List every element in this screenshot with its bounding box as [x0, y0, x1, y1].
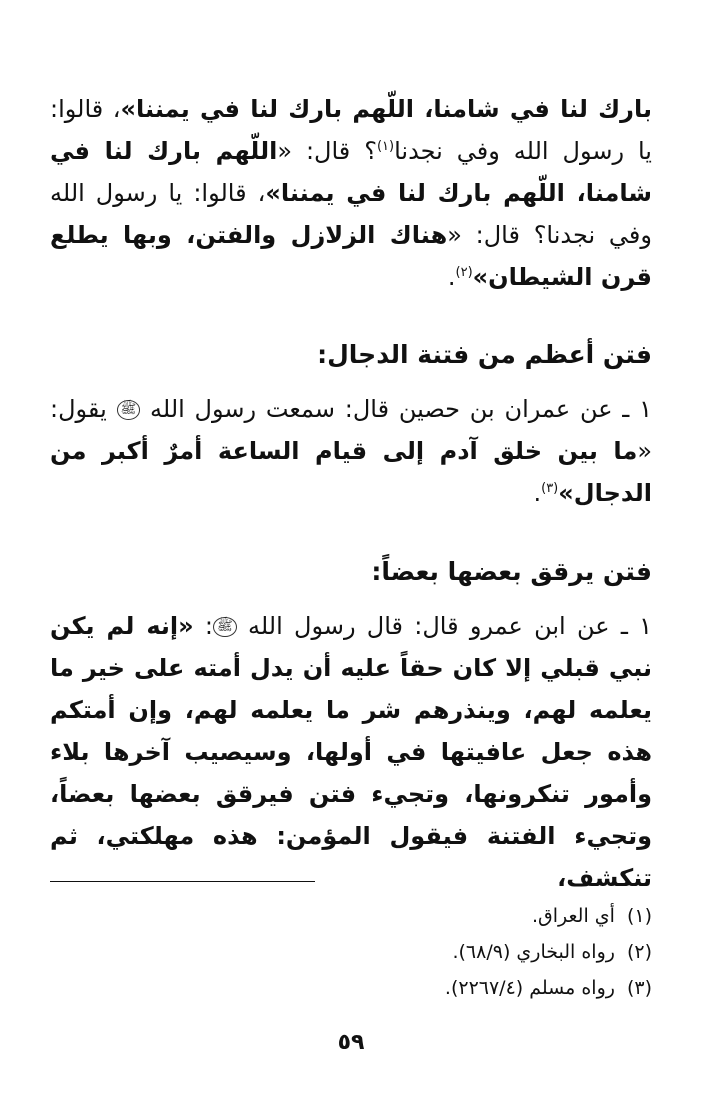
footnotes [50, 898, 652, 1006]
footnote-text: رواه مسلم (٢٢٦٧/٤). [444, 977, 615, 999]
section2-hadith: «إنه لم يكن نبي قبلي إلا كان حقاً عليه أن يدل أمته على خير ما يعلمه لهم، وينذرهم شر ما يعلمه لهم، وإن أمتكم هذه جعل عافيتها في أولها، وسيصيب آخرها بلاء وأمور تنكرونها، وتجيء فتن فيرقق بعضها بعضاً، وتجيء الفتنة فيقول المؤمن: هذه مهلكتي، ثم تنكشف، [50, 612, 652, 892]
intro-text-3: ؟ قال: « [277, 137, 377, 165]
section1-paragraph [50, 388, 652, 514]
salawat-symbol: ﷺ [117, 400, 141, 420]
footnote-number: (١) [626, 905, 652, 927]
intro-text-1: بارك لنا في شامنا، اللّهم بارك لنا في يمننا» [120, 95, 653, 123]
section1-hadith: ما بين خلق آدم إلى قيام الساعة أمرٌ أكبر من الدجال» [50, 437, 652, 507]
page-number: ٥٩ [337, 1030, 365, 1055]
footnote-ref-2[interactable]: (٢) [455, 265, 473, 280]
section1-text-4: . [533, 479, 542, 507]
section2-text-2: : [204, 612, 213, 640]
section1-text-2: يقول: « [50, 395, 652, 465]
footnote-number: (٢) [626, 941, 652, 963]
footnote-divider [50, 881, 315, 882]
intro-text-7: . [447, 263, 456, 291]
section2-paragraph [50, 605, 652, 899]
intro-text-2: ، قالوا: يا رسول الله وفي نجدنا [50, 95, 652, 165]
intro-text-5: ، قالوا: يا رسول الله وفي نجدنا؟ قال: « [50, 179, 652, 249]
footnote-ref-1[interactable]: (١) [376, 139, 395, 154]
footnote-ref-3[interactable]: (٣) [541, 481, 559, 496]
footnote-item [50, 970, 652, 1006]
footnote-number: (٣) [626, 977, 652, 999]
footnote-text: رواه البخاري (٦٨/٩). [452, 941, 615, 963]
salawat-symbol: ﷺ [213, 617, 237, 637]
footnote-item [50, 934, 652, 970]
intro-text-4: اللّهم بارك لنا في شامنا، اللّهم بارك لنا في يمننا» [50, 137, 652, 207]
section-heading-1: فتن أعظم من فتنة الدجال: [317, 340, 652, 369]
intro-paragraph [50, 88, 652, 298]
footnote-text: أي العراق. [531, 905, 615, 927]
section2-text-1: ١ ـ عن ابن عمرو قال: قال رسول الله [247, 612, 652, 640]
section-heading-2: فتن يرقق بعضها بعضاً: [371, 557, 652, 586]
footnote-item [50, 898, 652, 934]
intro-text-6: هناك الزلازل والفتن، وبها يطلع قرن الشيطان» [50, 221, 652, 291]
section1-text-1: ١ ـ عن عمران بن حصين قال: سمعت رسول الله [150, 395, 652, 423]
